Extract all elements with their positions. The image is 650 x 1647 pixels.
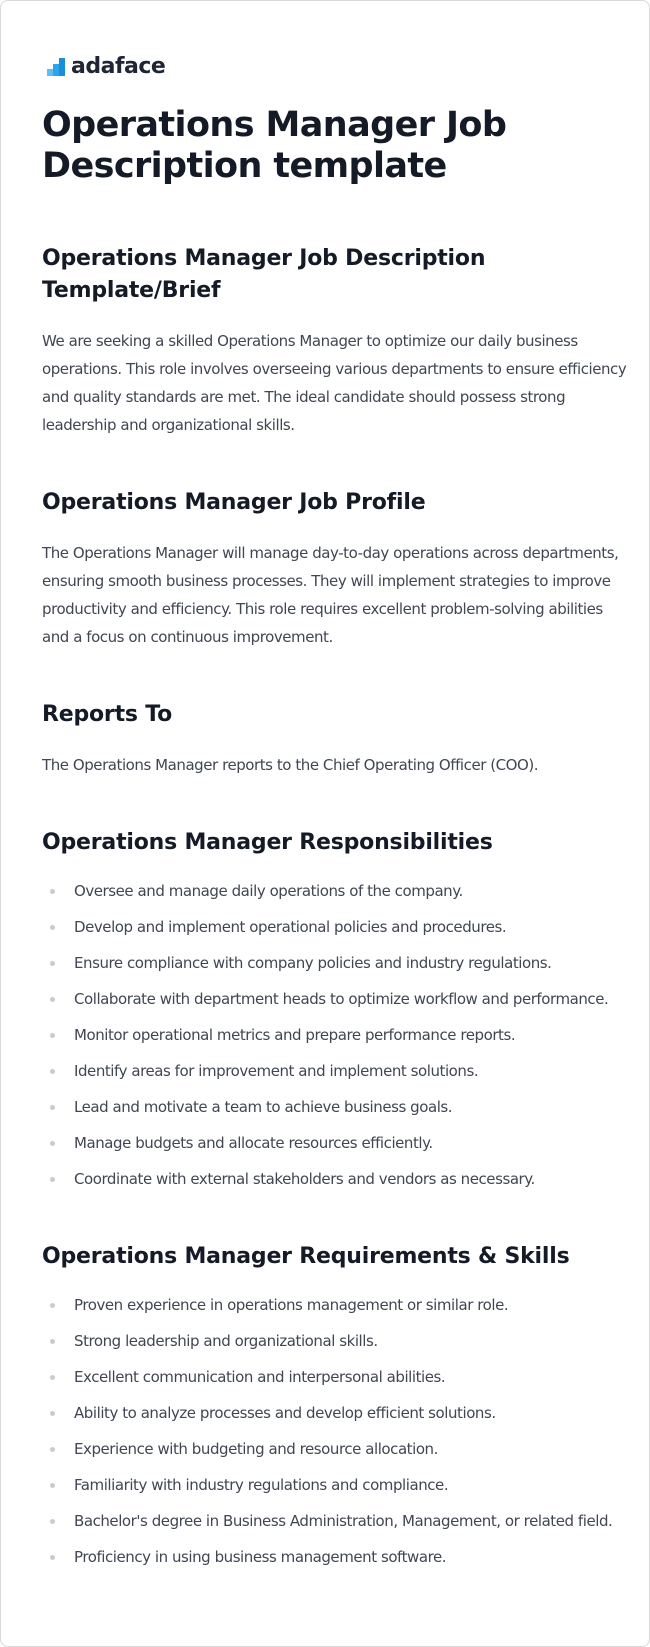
section-job-profile — [42, 487, 627, 651]
list-item: Ability to analyze processes and develop efficient solutions. — [42, 1395, 627, 1431]
bullet-icon — [50, 1375, 55, 1380]
list-item: Experience with budgeting and resource allocation. — [42, 1431, 627, 1467]
bullet-icon — [50, 1411, 55, 1416]
section-reports-to — [42, 699, 627, 779]
bullet-icon — [50, 1447, 55, 1452]
main-content — [42, 105, 627, 1575]
section-requirements — [42, 1241, 627, 1575]
section-heading: Reports To — [42, 702, 173, 727]
bullet-icon — [50, 1303, 55, 1308]
bullet-icon — [50, 1033, 55, 1038]
list-item: Proven experience in operations management or similar role. — [42, 1287, 627, 1323]
section-body: We are seeking a skilled Operations Manager to optimize our daily business operations. This role involves overseeing various departments to ensure efficiency and quality standards are met. The ideal candidate should possess strong leadership and organizational skills. — [42, 332, 627, 434]
adaface-logo[interactable] — [47, 54, 165, 80]
section-body: The Operations Manager will manage day-to-day operations across departments, ensuring smooth business processes. They will implement strategies to improve productivity and efficiency. This role requires excellent problem-solving abilities and a focus on continuous improvement. — [42, 544, 619, 646]
bullet-icon — [50, 1555, 55, 1560]
bullet-icon — [50, 1339, 55, 1344]
adaface-logo-icon — [47, 58, 65, 76]
section-heading: Operations Manager Responsibilities — [42, 830, 493, 855]
list-item: Manage budgets and allocate resources efficiently. — [42, 1125, 627, 1161]
list-item: Identify areas for improvement and implement solutions. — [42, 1053, 627, 1089]
list-item: Bachelor's degree in Business Administration, Management, or related field. — [42, 1503, 627, 1539]
requirements-list — [42, 1287, 627, 1575]
list-item: Strong leadership and organizational skills. — [42, 1323, 627, 1359]
bullet-icon — [50, 925, 55, 930]
list-item: Coordinate with external stakeholders and vendors as necessary. — [42, 1161, 627, 1197]
bullet-icon — [50, 889, 55, 894]
responsibilities-list — [42, 873, 627, 1197]
section-responsibilities — [42, 827, 627, 1197]
bullet-icon — [50, 1483, 55, 1488]
bullet-icon — [50, 961, 55, 966]
section-body: The Operations Manager reports to the Chief Operating Officer (COO). — [42, 756, 539, 774]
list-item: Lead and motivate a team to achieve business goals. — [42, 1089, 627, 1125]
section-heading: Operations Manager Requirements & Skills — [42, 1244, 570, 1269]
bullet-icon — [50, 1177, 55, 1182]
brand-name: adaface — [71, 54, 166, 79]
bullet-icon — [50, 997, 55, 1002]
section-brief — [42, 243, 627, 439]
list-item: Proficiency in using business management software. — [42, 1539, 627, 1575]
page-title: Operations Manager Job Description template — [42, 105, 507, 186]
bullet-icon — [50, 1141, 55, 1146]
section-heading: Operations Manager Job Description Template/Brief — [42, 246, 486, 303]
bullet-icon — [50, 1519, 55, 1524]
list-item: Ensure compliance with company policies and industry regulations. — [42, 945, 627, 981]
list-item: Excellent communication and interpersonal abilities. — [42, 1359, 627, 1395]
list-item: Oversee and manage daily operations of the company. — [42, 873, 627, 909]
list-item: Collaborate with department heads to optimize workflow and performance. — [42, 981, 627, 1017]
list-item: Familiarity with industry regulations and compliance. — [42, 1467, 627, 1503]
bullet-icon — [50, 1069, 55, 1074]
list-item: Monitor operational metrics and prepare performance reports. — [42, 1017, 627, 1053]
list-item: Develop and implement operational policies and procedures. — [42, 909, 627, 945]
bullet-icon — [50, 1105, 55, 1110]
section-heading: Operations Manager Job Profile — [42, 490, 426, 515]
